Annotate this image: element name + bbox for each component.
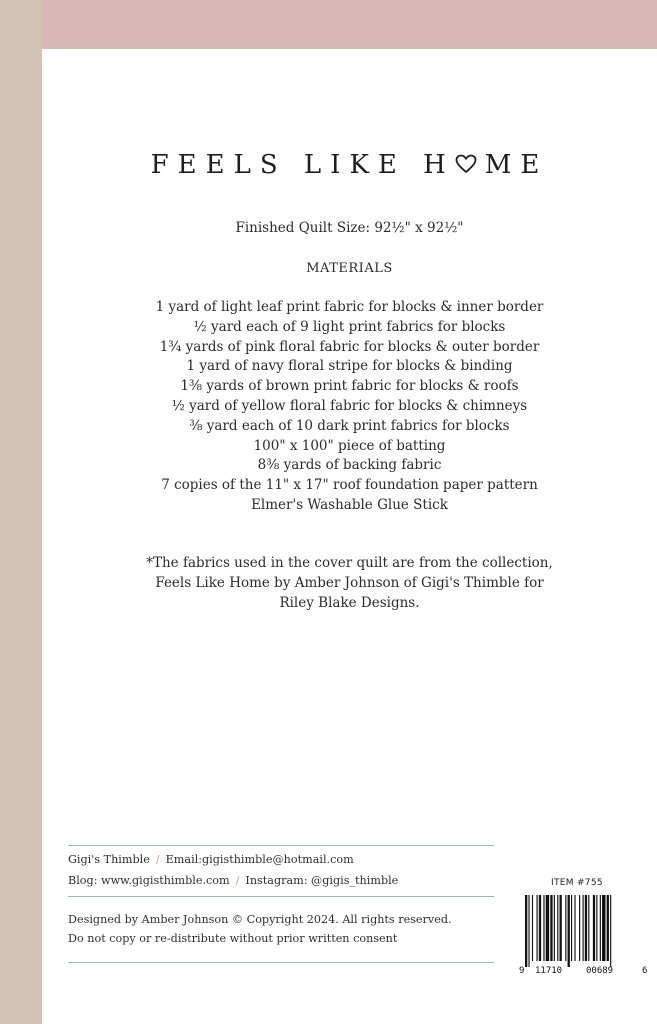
barcode-bar (554, 895, 555, 961)
material-item: ⅜ yard each of 10 dark print fabrics for blocks (189, 417, 510, 434)
barcode-digit: 9 (519, 966, 525, 976)
item-number: ITEM #755 (551, 878, 603, 888)
note-line: *The fabrics used in the cover quilt are from the collection, (146, 555, 553, 571)
fabric-collection-note (42, 553, 657, 613)
email-link[interactable]: Email:gigisthimble@hotmail.com (165, 853, 354, 866)
barcode-bar (571, 895, 572, 961)
barcode-bar (525, 895, 527, 967)
barcode-bar (560, 895, 562, 961)
barcode-bar (574, 895, 575, 961)
footer-divider (68, 896, 494, 897)
material-item: 1⅜ yards of brown print fabric for blocks & roofs (180, 378, 519, 395)
barcode-bar (600, 895, 601, 961)
material-item: 1¾ yards of pink floral fabric for blocks & outer border (159, 338, 540, 355)
barcode-bar (596, 895, 597, 961)
note-line: Riley Blake Designs. (279, 595, 420, 611)
barcode-bar (568, 895, 570, 967)
instagram-link[interactable]: Instagram: @gigis_thimble (245, 874, 399, 887)
finished-quilt-size: Finished Quilt Size: 92½" x 92½" (235, 220, 464, 236)
barcode-digit: 11710 (535, 966, 563, 976)
barcode-bar (546, 895, 549, 961)
barcode-bar (610, 895, 611, 967)
barcode-bar (593, 895, 595, 961)
material-item: 8⅜ yards of backing fabric (257, 457, 442, 474)
barcode-bar (537, 895, 538, 961)
heart-outline-icon (455, 154, 477, 174)
barcode-bar (539, 895, 541, 961)
footer-divider (68, 845, 494, 846)
material-item: 100" x 100" piece of batting (253, 437, 446, 454)
note-line: Feels Like Home by Amber Johnson of Gigi's Thimble for (155, 575, 544, 591)
footer-links-row (68, 874, 494, 887)
barcode-bar (528, 895, 529, 967)
copyright-line: Designed by Amber Johnson © Copyright 2024. All rights reserved. (68, 913, 452, 926)
brand-name: Gigi's Thimble (68, 853, 150, 866)
barcode-bar (543, 895, 544, 961)
blog-link[interactable]: Blog: www.gigisthimble.com (68, 874, 230, 887)
title-text-end: ME (484, 150, 549, 180)
barcode (519, 895, 649, 967)
footer-divider (68, 962, 494, 963)
material-item: ½ yard each of 9 light print fabrics for blocks (193, 318, 506, 335)
separator: / (235, 874, 240, 887)
barcode-bar (585, 895, 587, 961)
top-color-band (42, 0, 657, 49)
barcode-bar (579, 895, 580, 961)
barcode-bar (583, 895, 584, 961)
barcode-bar (607, 895, 609, 961)
materials-heading: MATERIALS (306, 261, 393, 276)
barcode-bar (557, 895, 558, 961)
material-item: ½ yard of yellow floral fabric for blocks & chimneys (171, 397, 528, 414)
title-text-start: FEELS LIKE H (150, 150, 455, 180)
materials-list (42, 298, 657, 516)
barcode-bar (565, 895, 566, 961)
barcode-bar (550, 895, 552, 961)
material-item: 1 yard of navy floral stripe for blocks & binding (186, 358, 513, 375)
barcode-bar (588, 895, 589, 961)
barcode-digit: 00689 (586, 966, 614, 976)
copyright-block (68, 910, 494, 948)
material-item: 7 copies of the 11" x 17" roof foundation paper pattern (161, 477, 538, 494)
separator: / (155, 853, 160, 866)
footer-contact-row (68, 853, 494, 866)
material-item: Elmer's Washable Glue Stick (251, 496, 448, 513)
pattern-title (42, 150, 657, 180)
material-item: 1 yard of light leaf print fabric for blocks & inner border (155, 299, 544, 315)
barcode-bar (602, 895, 605, 961)
barcode-digit: 6 (642, 966, 648, 976)
barcode-bar (532, 895, 533, 961)
copy-notice: Do not copy or re-distribute without prior written consent (68, 932, 398, 945)
left-color-band (0, 0, 42, 1024)
